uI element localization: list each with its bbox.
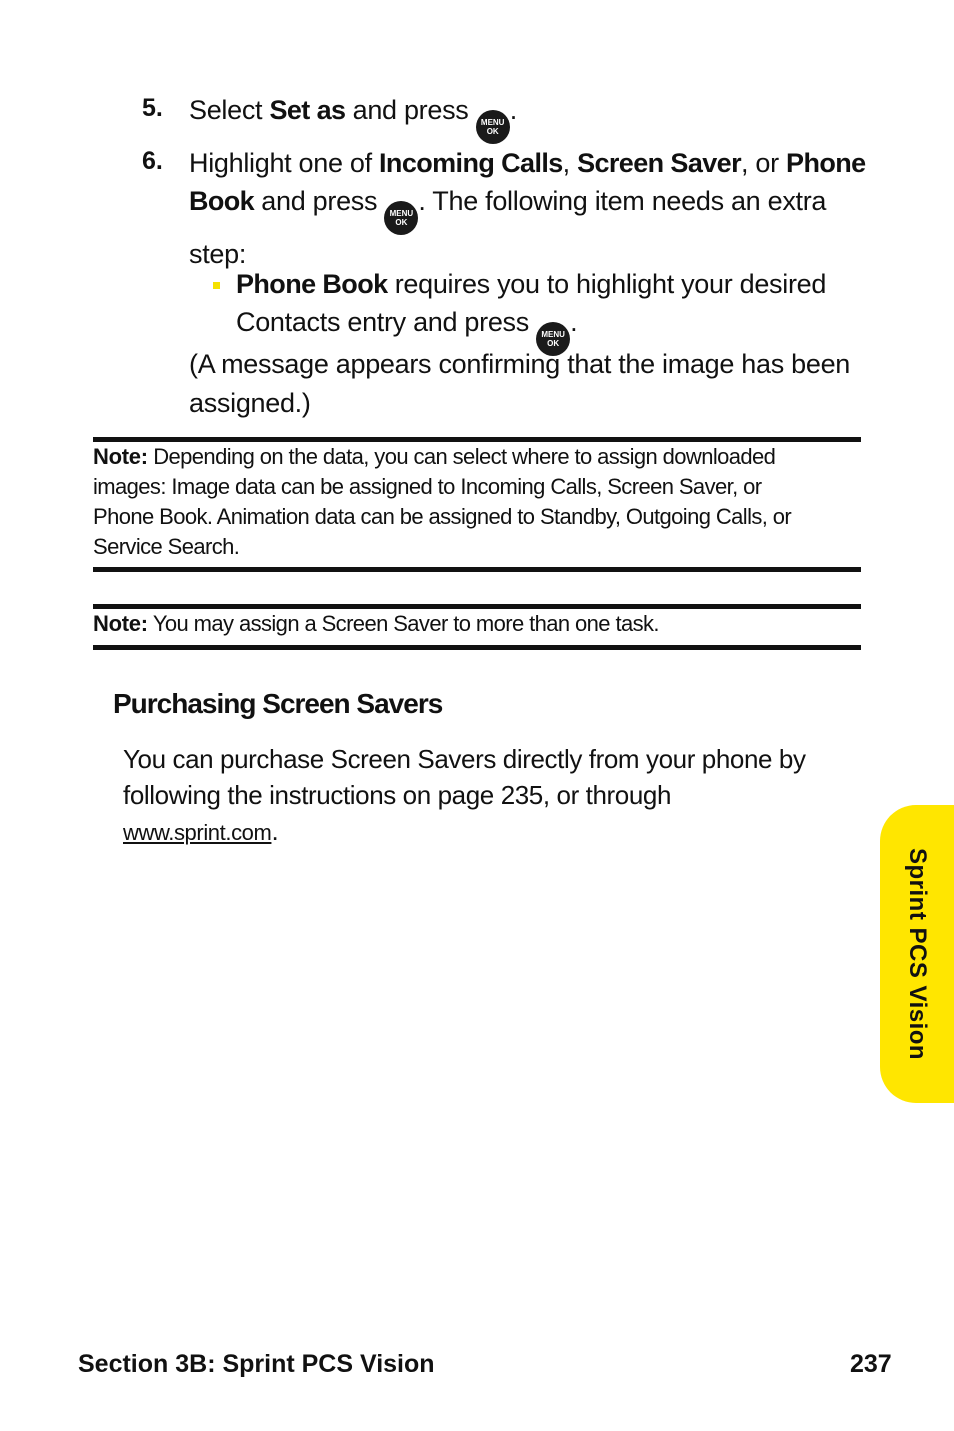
note-line: Phone Book. Animation data can be assigned to Standby, Outgoing Calls, or: [93, 504, 792, 529]
menu-icon-top: MENU: [480, 118, 505, 127]
step-number: 6.: [142, 147, 163, 175]
step-text-part: and press: [254, 186, 385, 216]
note-line: Service Search.: [93, 534, 240, 559]
note-bottom-rule: [93, 567, 861, 572]
note-text: Depending on the data, you can select where to assign downloaded: [153, 444, 776, 469]
menu-icon-bottom: OK: [395, 218, 408, 227]
side-tab-label: Sprint PCS Vision: [904, 847, 931, 1061]
note-label: Note:: [93, 611, 148, 636]
step-text-part: and press: [345, 95, 476, 125]
note-text: You may assign a Screen Saver to more than one task.: [152, 611, 659, 636]
note-line: [93, 609, 861, 639]
bullet-text-part: .: [570, 307, 578, 337]
result-line: (A message appears confirming that the image has been: [189, 349, 850, 379]
footer-page-number: 237: [850, 1350, 892, 1378]
body-line: [123, 813, 843, 851]
step-line: step:: [189, 239, 247, 269]
step-text-part: Highlight one of: [189, 148, 380, 178]
step-text-part: .: [509, 95, 517, 125]
menu-icon-top: MENU: [541, 330, 565, 339]
step-keyword: Incoming Calls: [379, 148, 563, 178]
bullet-item: [236, 265, 856, 356]
body-text-part: .: [271, 816, 279, 846]
step-keyword: Phone: [786, 148, 866, 178]
bullet-keyword: Phone Book: [236, 269, 388, 299]
menu-icon-bottom: OK: [547, 339, 560, 348]
step-result: [189, 345, 850, 423]
step-text-part: ,: [562, 148, 578, 178]
menu-ok-icon: [384, 201, 418, 235]
menu-icon-bottom: OK: [486, 127, 499, 136]
step-keyword: Book: [189, 186, 255, 216]
menu-ok-icon: [476, 110, 510, 144]
step-number: 5.: [142, 94, 163, 122]
step-line: [189, 182, 849, 235]
sprint-link[interactable]: www.sprint.com: [123, 820, 272, 845]
step-line: [189, 144, 866, 182]
note-box: [93, 442, 861, 562]
menu-icon-top: MENU: [389, 209, 414, 218]
step-text-part: , or: [741, 148, 787, 178]
note-box: [93, 609, 861, 639]
note-bottom-rule: [93, 645, 861, 650]
body-line: following the instructions on page 235, or through: [123, 780, 672, 810]
body-line: You can purchase Screen Savers directly from your phone by: [123, 744, 806, 774]
note-line: [93, 442, 861, 472]
side-tab: [880, 805, 954, 1103]
footer-section-label: Section 3B: Sprint PCS Vision: [78, 1350, 435, 1378]
bullet-square-icon: [213, 282, 220, 289]
note-line: images: Image data can be assigned to Incoming Calls, Screen Saver, or: [93, 474, 762, 499]
step-6-text: [189, 144, 866, 273]
result-line: assigned.): [189, 388, 311, 418]
note-label: Note:: [93, 444, 148, 469]
step-5-text: [189, 91, 517, 144]
bullet-text-part: Contacts entry and press: [236, 307, 537, 337]
step-keyword: Set as: [269, 95, 346, 125]
section-heading: Purchasing Screen Savers: [113, 688, 443, 719]
step-keyword: Screen Saver: [577, 148, 742, 178]
bullet-text-part: requires you to highlight your desired: [387, 269, 827, 299]
section-body: [123, 741, 843, 851]
step-text-part: Select: [189, 95, 270, 125]
bullet-line: [236, 265, 856, 303]
step-text-part: . The following item needs an extra: [418, 186, 827, 216]
